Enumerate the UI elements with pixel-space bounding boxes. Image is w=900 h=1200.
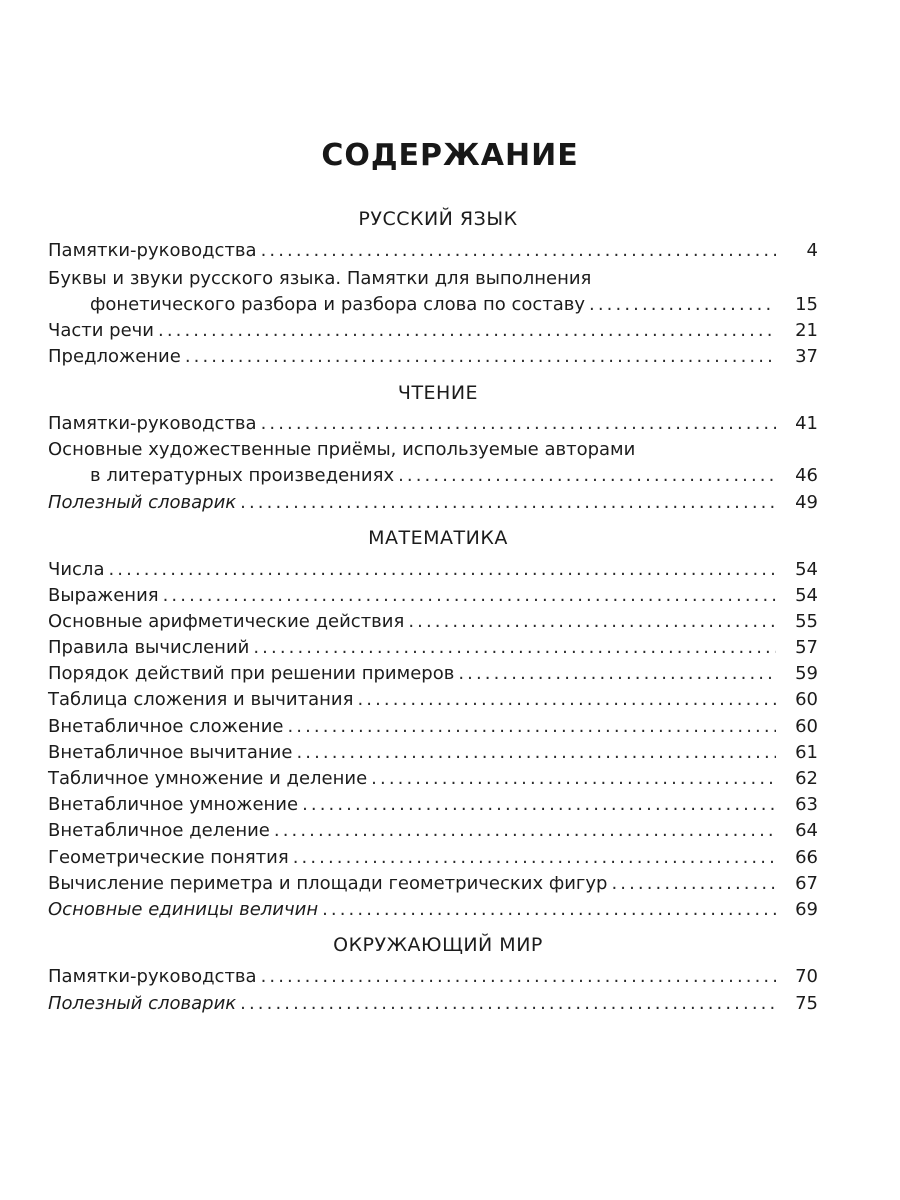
toc-entry-label: Внетабличное деление bbox=[48, 820, 270, 841]
toc-page-number: 54 bbox=[795, 585, 818, 606]
toc-leader-dots bbox=[611, 871, 776, 897]
toc-entry[interactable] bbox=[90, 292, 818, 318]
toc-entry-label-line1: Основные художественные приёмы, используемые авторами bbox=[48, 439, 636, 460]
toc-leader-dots bbox=[322, 897, 776, 923]
toc-leader-dots bbox=[240, 490, 776, 516]
toc-entry-label: в литературных произведениях bbox=[90, 465, 395, 486]
toc-entry-label: Полезный словарик bbox=[48, 492, 237, 513]
toc-leader-dots bbox=[261, 238, 776, 264]
toc-leader-dots bbox=[261, 964, 776, 990]
toc-entry[interactable] bbox=[48, 897, 818, 923]
toc-page-number: 60 bbox=[795, 689, 818, 710]
toc-entry[interactable] bbox=[48, 964, 818, 990]
toc-leader-dots bbox=[108, 557, 776, 583]
toc-page-number: 57 bbox=[795, 637, 818, 658]
section-heading-reading: ЧТЕНИЕ bbox=[397, 382, 479, 404]
toc-entry-label: Правила вычислений bbox=[48, 637, 250, 658]
toc-entry-label: Табличное умножение и деление bbox=[48, 768, 368, 789]
toc-entry-label: Внетабличное сложение bbox=[48, 716, 284, 737]
toc-entry-label-line1: Буквы и звуки русского языка. Памятки для выполнения bbox=[48, 268, 592, 289]
toc-entry[interactable] bbox=[48, 490, 818, 516]
toc-entry-label: Полезный словарик bbox=[48, 993, 237, 1014]
toc-page-number: 54 bbox=[795, 559, 818, 580]
toc-entry[interactable] bbox=[48, 766, 818, 792]
toc-entry[interactable] bbox=[48, 344, 818, 370]
toc-page-number: 21 bbox=[795, 320, 818, 341]
toc-entry[interactable] bbox=[48, 991, 818, 1017]
toc-entry[interactable] bbox=[48, 318, 818, 344]
page-title: СОДЕРЖАНИЕ bbox=[321, 138, 579, 173]
toc-page-number: 4 bbox=[806, 240, 818, 261]
toc-entry[interactable] bbox=[48, 687, 818, 713]
toc-page-number: 37 bbox=[795, 346, 818, 367]
toc-entry-label: Выражения bbox=[48, 585, 159, 606]
toc-entry[interactable] bbox=[48, 238, 818, 264]
toc-entry[interactable] bbox=[90, 463, 818, 489]
toc-entry-label: Памятки-руководства bbox=[48, 240, 257, 261]
toc-page-number: 60 bbox=[795, 716, 818, 737]
toc-page-number: 55 bbox=[795, 611, 818, 632]
toc-entry-label: Части речи bbox=[48, 320, 155, 341]
toc-entry-label: Порядок действий при решении примеров bbox=[48, 663, 455, 684]
toc-page-number: 66 bbox=[795, 847, 818, 868]
section-heading-math: МАТЕМАТИКА bbox=[368, 527, 508, 549]
toc-leader-dots bbox=[408, 609, 776, 635]
toc-entry[interactable] bbox=[48, 714, 818, 740]
toc-leader-dots bbox=[357, 687, 776, 713]
toc-leader-dots bbox=[371, 766, 776, 792]
toc-entry[interactable] bbox=[48, 661, 818, 687]
toc-page-number: 49 bbox=[795, 492, 818, 513]
toc-page-number: 64 bbox=[795, 820, 818, 841]
toc-page-number: 61 bbox=[795, 742, 818, 763]
toc-leader-dots bbox=[274, 818, 776, 844]
toc-entry[interactable] bbox=[48, 792, 818, 818]
toc-entry[interactable] bbox=[48, 635, 818, 661]
toc-leader-dots bbox=[261, 411, 776, 437]
toc-entry-label: Таблица сложения и вычитания bbox=[48, 689, 354, 710]
toc-leader-dots bbox=[287, 714, 776, 740]
toc-entry-label: Внетабличное вычитание bbox=[48, 742, 293, 763]
toc-page-number: 15 bbox=[795, 294, 818, 315]
section-heading-world: ОКРУЖАЮЩИЙ МИР bbox=[333, 934, 543, 956]
toc-entry-label: Числа bbox=[48, 559, 105, 580]
toc-page-number: 67 bbox=[795, 873, 818, 894]
toc-leader-dots bbox=[458, 661, 776, 687]
toc-entry-label: фонетического разбора и разбора слова по составу bbox=[90, 294, 586, 315]
toc-leader-dots bbox=[398, 463, 776, 489]
toc-entry-label: Геометрические понятия bbox=[48, 847, 289, 868]
toc-page-number: 75 bbox=[795, 993, 818, 1014]
toc-leader-dots bbox=[302, 792, 776, 818]
toc-entry[interactable] bbox=[48, 845, 818, 871]
toc-page-number: 59 bbox=[795, 663, 818, 684]
toc-leader-dots bbox=[293, 845, 776, 871]
toc-leader-dots bbox=[589, 292, 776, 318]
toc-entry[interactable] bbox=[48, 818, 818, 844]
toc-page-number: 63 bbox=[795, 794, 818, 815]
toc-leader-dots bbox=[185, 344, 776, 370]
toc-entry-label: Внетабличное умножение bbox=[48, 794, 299, 815]
toc-leader-dots bbox=[253, 635, 776, 661]
toc-entry[interactable] bbox=[48, 740, 818, 766]
toc-entry-label: Основные единицы величин bbox=[48, 899, 319, 920]
toc-page-number: 70 bbox=[795, 966, 818, 987]
toc-entry-label: Предложение bbox=[48, 346, 181, 367]
toc-leader-dots bbox=[240, 991, 776, 1017]
toc-page-number: 46 bbox=[795, 465, 818, 486]
toc-page-number: 41 bbox=[795, 413, 818, 434]
toc-entry[interactable] bbox=[48, 583, 818, 609]
toc-page-number: 62 bbox=[795, 768, 818, 789]
section-heading-russian: РУССКИЙ ЯЗЫК bbox=[358, 208, 518, 230]
toc-page-number: 69 bbox=[795, 899, 818, 920]
toc-entry-label: Вычисление периметра и площади геометрических фигур bbox=[48, 873, 608, 894]
toc-leader-dots bbox=[163, 583, 776, 609]
toc-entry-label: Основные арифметические действия bbox=[48, 611, 405, 632]
toc-entry[interactable] bbox=[48, 411, 818, 437]
toc-leader-dots bbox=[296, 740, 776, 766]
toc-entry[interactable] bbox=[48, 871, 818, 897]
toc-entry-label: Памятки-руководства bbox=[48, 966, 257, 987]
toc-leader-dots bbox=[158, 318, 776, 344]
toc-entry[interactable] bbox=[48, 609, 818, 635]
toc-entry-label: Памятки-руководства bbox=[48, 413, 257, 434]
toc-entry[interactable] bbox=[48, 557, 818, 583]
